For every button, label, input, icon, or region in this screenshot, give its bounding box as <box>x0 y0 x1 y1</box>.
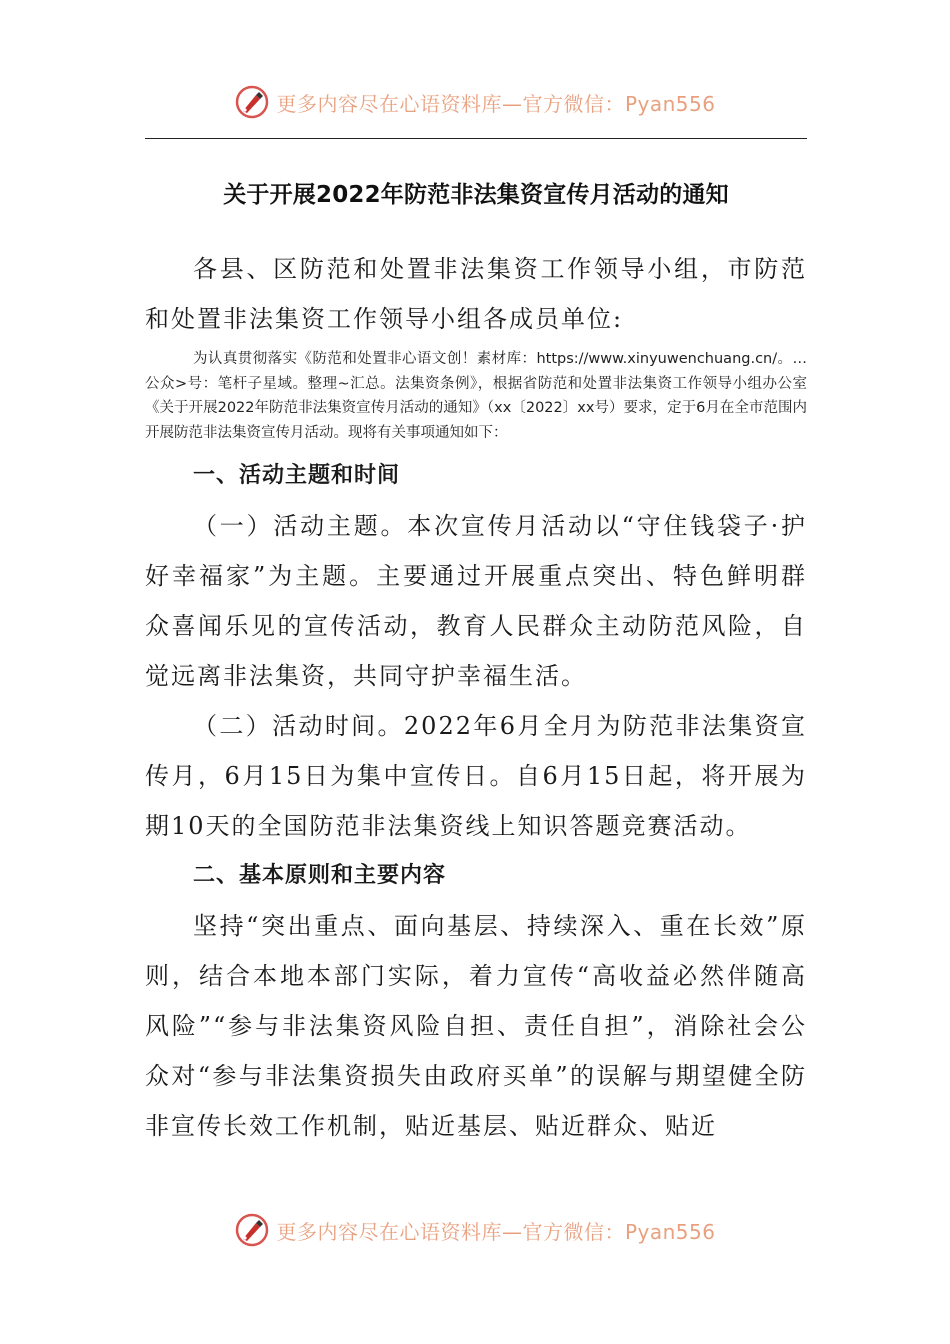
banner-text: 更多内容尽在心语资料库—官方微信：Pyan556 <box>276 91 716 116</box>
banner-text: 更多内容尽在心语资料库—官方微信：Pyan556 <box>276 1219 716 1244</box>
footer-banner <box>0 1208 950 1252</box>
salutation: 各县、区防范和处置非法集资工作领导小组，市防范和处置非法集资工作领导小组各成员单位: <box>145 255 807 333</box>
header-banner <box>0 80 950 124</box>
intro-paragraph: 为认真贯彻落实《防范和处置非心语文创！素材库：https://www.xinyuwenchuang.cn/。…公众>号：笔杆子星域。整理~汇总。法集资条例》，根据省防范和处置非法集资工作领导小组办公室《关于开展2022年防范非法集资宣传月活动的通知》（xx〔2022〕xx号）要求，定于6月在全市范围内开展防范非法集资宣传月活动。现将有关事项通知如下： <box>145 351 807 441</box>
section2-heading: 二、基本原则和主要内容 <box>193 863 447 888</box>
pen-nib-logo-icon <box>234 1212 270 1248</box>
pen-nib-logo-icon <box>234 84 270 120</box>
section1-heading: 一、活动主题和时间 <box>193 463 401 488</box>
section2-paragraph-1: 坚持“突出重点、面向基层、持续深入、重在长效”原则，结合本地本部门实际，着力宣传“高收益必然伴随高风险”“参与非法集资风险自担、责任自担”，消除社会公众对“参与非法集资损失由政府买单”的误解与期望健全防非宣传长效工作机制，贴近基层、贴近群众、贴近 <box>145 912 807 1140</box>
document-title: 关于开展2022年防范非法集资宣传月活动的通知 <box>223 182 729 208</box>
document-body <box>145 244 807 1151</box>
header-divider <box>145 138 807 139</box>
section1-paragraph-1: （一）活动主题。本次宣传月活动以“守住钱袋子·护好幸福家”为主题。主要通过开展重点突出、特色鲜明群众喜闻乐见的宣传活动，教育人民群众主动防范风险，自觉远离非法集资，共同守护幸福生活。 <box>145 512 807 690</box>
section1-paragraph-2: （二）活动时间。2022年6月全月为防范非法集资宣传月，6月15日为集中宣传日。自6月15日起，将开展为期10天的全国防范非法集资线上知识答题竞赛活动。 <box>145 712 807 840</box>
